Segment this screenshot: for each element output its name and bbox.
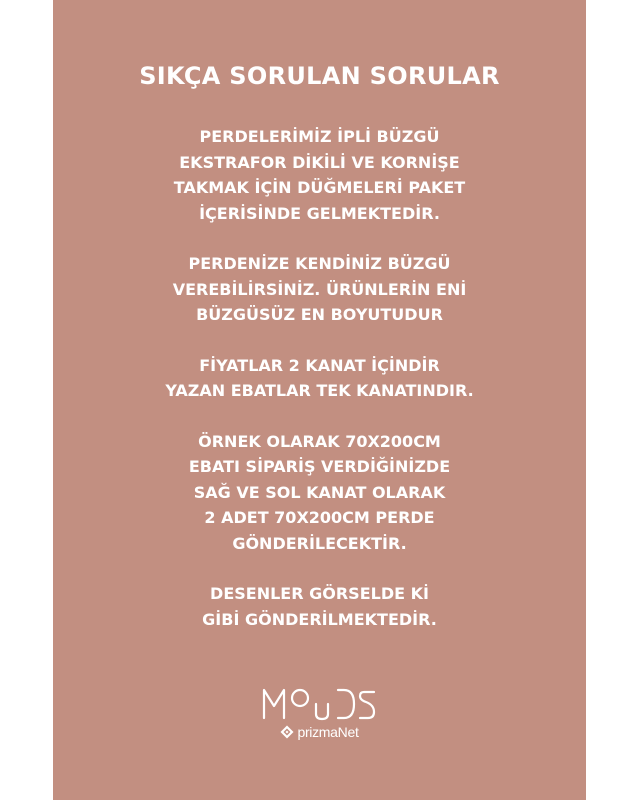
faq-line: TAKMAK İÇİN DÜĞMELERİ PAKET	[173, 178, 466, 197]
faq-paragraph	[53, 124, 586, 226]
faq-line: DESENLER GÖRSELDE Kİ	[210, 584, 429, 603]
faq-paragraph	[53, 581, 586, 632]
faq-paragraph	[53, 251, 586, 328]
faq-paragraph	[53, 429, 586, 557]
faq-line: 2 ADET 70X200CM PERDE	[204, 508, 435, 527]
prizma-diamond-icon	[280, 725, 294, 739]
faq-line: PERDENİZE KENDİNİZ BÜZGÜ	[188, 254, 451, 273]
sub-brand	[280, 724, 358, 740]
faq-list	[53, 124, 586, 657]
faq-line: YAZAN EBATLAR TEK KANATINDIR.	[165, 381, 474, 400]
sub-brand-text: prizmaNet	[297, 724, 359, 740]
faq-line: ÖRNEK OLARAK 70X200CM	[198, 431, 441, 451]
faq-line: EBATI SİPARİŞ VERDİĞİNİZDE	[188, 457, 451, 476]
faq-panel	[53, 0, 586, 800]
faq-line: GÖNDERİLECEKTİR.	[232, 533, 407, 553]
faq-line: FİYATLAR 2 KANAT İÇİNDİR	[199, 355, 440, 375]
faq-line: VEREBİLİRSİNİZ. ÜRÜNLERİN ENİ	[172, 279, 467, 299]
faq-line: SAĞ VE SOL KANAT OLARAK	[193, 482, 446, 502]
mouds-wordmark-logo	[260, 686, 380, 722]
faq-line: EKSTRAFOR DİKİLİ VE KORNİŞE	[179, 152, 460, 172]
faq-line: BÜZGÜSÜZ EN BOYUTUDUR	[196, 305, 443, 324]
faq-line: GİBİ GÖNDERİLMEKTEDİR.	[202, 609, 437, 629]
faq-line: PERDELERİMİZ İPLİ BÜZGÜ	[199, 127, 440, 146]
page-title: SIKÇA SORULAN SORULAR	[139, 62, 500, 90]
faq-line: İÇERİSİNDE GELMEKTEDİR.	[199, 203, 440, 223]
brand-logo	[53, 686, 586, 744]
faq-paragraph	[53, 353, 586, 404]
